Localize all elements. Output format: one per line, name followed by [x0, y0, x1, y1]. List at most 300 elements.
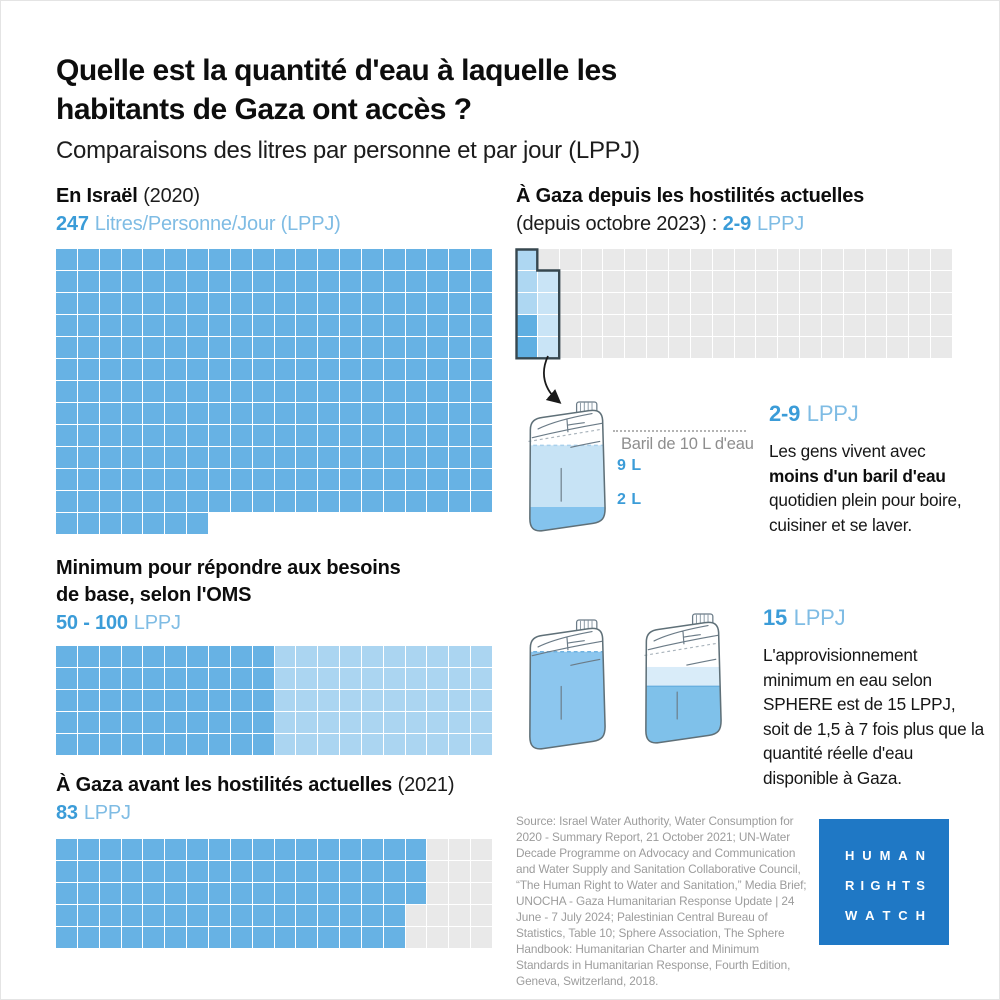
waffle-cell: [78, 271, 99, 292]
waffle-cell: [449, 425, 470, 446]
waffle-cell: [253, 337, 274, 358]
waffle-cell: [449, 646, 470, 667]
waffle-cell: [165, 861, 186, 882]
waffle-cell: [582, 271, 603, 292]
waffle-cell: [209, 425, 230, 446]
waffle-cell: [471, 447, 492, 468]
waffle-cell: [318, 668, 339, 689]
waffle-cell: [122, 271, 143, 292]
waffle-cell: [231, 293, 252, 314]
waffle-cell: [406, 491, 427, 512]
waffle-cell: [384, 491, 405, 512]
waffle-cell: [296, 469, 317, 490]
waffle-cell: [384, 861, 405, 882]
waffle-cell: [384, 403, 405, 424]
waffle-cell: [165, 927, 186, 948]
waffle-cell: [647, 249, 668, 270]
waffle-cell: [560, 315, 581, 336]
gaza-before-header: [56, 774, 454, 797]
waffle-cell: [275, 734, 296, 755]
waffle-cell: [340, 883, 361, 904]
waffle-cell: [449, 315, 470, 336]
waffle-cell: [778, 271, 799, 292]
waffle-cell: [427, 425, 448, 446]
waffle-cell: [340, 905, 361, 926]
waffle-cell: [406, 403, 427, 424]
waffle-cell: [100, 359, 121, 380]
waffle-cell: [100, 646, 121, 667]
waffle-cell: [209, 646, 230, 667]
waffle-cell: [340, 403, 361, 424]
waffle-cell: [362, 447, 383, 468]
waffle-cell: [822, 293, 843, 314]
waffle-cell: [296, 883, 317, 904]
waffle-cell: [471, 861, 492, 882]
waffle-cell: [165, 712, 186, 733]
waffle-cell: [275, 883, 296, 904]
callout-sphere-unit: LPPJ: [793, 605, 846, 630]
waffle-cell: [100, 839, 121, 860]
waffle-cell: [143, 839, 164, 860]
waffle-cell: [231, 734, 252, 755]
waffle-cell: [318, 861, 339, 882]
hrw-logo-line2: R I G H T S: [845, 878, 925, 893]
waffle-cell: [56, 491, 77, 512]
waffle-cell: [844, 293, 865, 314]
waffle-cell: [340, 734, 361, 755]
waffle-cell: [231, 861, 252, 882]
waffle-cell: [296, 403, 317, 424]
waffle-cell: [56, 381, 77, 402]
waffle-cell: [669, 337, 690, 358]
waffle-cell: [78, 646, 99, 667]
waffle-cell: [318, 690, 339, 711]
waffle-cell: [56, 927, 77, 948]
waffle-cell: [253, 403, 274, 424]
callout-now-text-before: Les gens vivent avec: [769, 441, 926, 461]
waffle-cell: [603, 315, 624, 336]
waffle-cell: [384, 293, 405, 314]
waffle-cell: [122, 646, 143, 667]
waffle-cell: [56, 839, 77, 860]
waffle-cell: [122, 491, 143, 512]
waffle-cell: [187, 293, 208, 314]
waffle-cell: [78, 447, 99, 468]
waffle-cell: [296, 668, 317, 689]
waffle-cell: [296, 425, 317, 446]
waffle-cell: [318, 469, 339, 490]
waffle-cell: [384, 734, 405, 755]
waffle-cell: [406, 271, 427, 292]
waffle-cell: [275, 293, 296, 314]
waffle-cell: [406, 315, 427, 336]
waffle-cell: [56, 690, 77, 711]
waffle-cell: [100, 690, 121, 711]
waffle-cell: [296, 839, 317, 860]
waffle-cell: [822, 271, 843, 292]
waffle-cell: [625, 293, 646, 314]
waffle-cell: [209, 249, 230, 270]
waffle-cell: [275, 403, 296, 424]
waffle-cell: [143, 469, 164, 490]
waffle-cell: [756, 337, 777, 358]
waffle-cell: [296, 905, 317, 926]
waffle-cell: [318, 249, 339, 270]
israel-value-line: [56, 213, 341, 236]
waffle-cell: [122, 839, 143, 860]
oms-value: 50 - 100: [56, 612, 128, 634]
waffle-cell: [209, 839, 230, 860]
waffle-cell: [165, 425, 186, 446]
waffle-cell: [296, 337, 317, 358]
waffle-cell: [340, 425, 361, 446]
waffle-cell: [866, 249, 887, 270]
waffle-cell: [406, 690, 427, 711]
waffle-cell: [603, 337, 624, 358]
waffle-cell: [449, 491, 470, 512]
waffle-cell: [296, 712, 317, 733]
waffle-cell: [449, 293, 470, 314]
waffle-cell: [78, 513, 99, 534]
waffle-cell: [603, 271, 624, 292]
oms-value-line: [56, 612, 181, 635]
waffle-cell: [253, 690, 274, 711]
waffle-cell: [691, 293, 712, 314]
waffle-cell: [231, 668, 252, 689]
waffle-cell: [78, 359, 99, 380]
waffle-cell: [275, 271, 296, 292]
waffle-cell: [100, 712, 121, 733]
waffle-cell: [275, 359, 296, 380]
waffle-cell: [100, 315, 121, 336]
waffle-cell: [122, 403, 143, 424]
waffle-cell: [691, 271, 712, 292]
waffle-cell: [78, 249, 99, 270]
waffle-cell: [187, 469, 208, 490]
waffle-cell: [800, 293, 821, 314]
waffle-cell: [253, 315, 274, 336]
page-title-line1: Quelle est la quantité d'eau à laquelle les: [56, 54, 617, 87]
waffle-cell: [78, 905, 99, 926]
waffle-cell: [165, 734, 186, 755]
waffle-cell: [713, 293, 734, 314]
waffle-cell: [275, 839, 296, 860]
israel-value: 247: [56, 213, 89, 235]
waffle-cell: [296, 293, 317, 314]
waffle-cell: [931, 293, 952, 314]
hrw-logo-line1: H U M A N: [845, 848, 925, 863]
waffle-cell: [340, 337, 361, 358]
waffle-cell: [866, 337, 887, 358]
waffle-cell: [187, 359, 208, 380]
waffle-cell: [427, 469, 448, 490]
waffle-cell: [275, 425, 296, 446]
waffle-cell: [122, 513, 143, 534]
level-9l-label: 9 L: [617, 457, 642, 474]
waffle-cell: [318, 271, 339, 292]
waffle-cell: [866, 315, 887, 336]
gaza-before-value: 83: [56, 802, 78, 824]
waffle-cell: [231, 839, 252, 860]
waffle-cell: [122, 337, 143, 358]
waffle-cell: [143, 927, 164, 948]
israel-section-header: [56, 185, 200, 208]
oms-label-line2: de base, selon l'OMS: [56, 584, 252, 606]
waffle-cell: [449, 249, 470, 270]
waffle-cell: [122, 249, 143, 270]
waffle-cell: [100, 491, 121, 512]
waffle-cell: [56, 359, 77, 380]
waffle-cell: [296, 927, 317, 948]
waffle-cell: [165, 447, 186, 468]
waffle-cell: [340, 839, 361, 860]
callout-now-unit: LPPJ: [806, 401, 859, 426]
waffle-cell: [187, 646, 208, 667]
waffle-cell: [362, 359, 383, 380]
waffle-cell: [362, 883, 383, 904]
gaza-now-value: 2-9: [722, 213, 751, 235]
waffle-cell: [143, 646, 164, 667]
page-subtitle: Comparaisons des litres par personne et par jour (LPPJ): [56, 137, 640, 164]
waffle-cell: [275, 381, 296, 402]
waffle-cell: [625, 271, 646, 292]
waffle-cell: [778, 315, 799, 336]
waffle-cell: [449, 403, 470, 424]
callout-sphere-heading: [763, 605, 845, 631]
waffle-cell: [384, 315, 405, 336]
waffle-cell: [471, 271, 492, 292]
waffle-cell: [78, 690, 99, 711]
waffle-cell: [275, 690, 296, 711]
waffle-cell: [318, 491, 339, 512]
waffle-cell: [449, 447, 470, 468]
waffle-cell: [427, 315, 448, 336]
waffle-cell: [165, 690, 186, 711]
waffle-cell: [471, 668, 492, 689]
israel-waffle-chart: [56, 249, 492, 534]
waffle-cell: [296, 315, 317, 336]
waffle-cell: [143, 425, 164, 446]
waffle-cell: [231, 646, 252, 667]
waffle-cell: [296, 447, 317, 468]
waffle-cell: [756, 249, 777, 270]
waffle-cell: [143, 491, 164, 512]
waffle-cell: [406, 839, 427, 860]
waffle-cell: [427, 491, 448, 512]
waffle-cell: [209, 905, 230, 926]
waffle-cell: [187, 734, 208, 755]
waffle-cell: [449, 712, 470, 733]
waffle-cell: [209, 359, 230, 380]
waffle-cell: [647, 293, 668, 314]
waffle-cell: [427, 447, 448, 468]
oms-waffle-chart: [56, 646, 492, 755]
waffle-cell: [384, 927, 405, 948]
waffle-cell: [78, 491, 99, 512]
waffle-cell: [340, 927, 361, 948]
waffle-cell: [187, 315, 208, 336]
waffle-cell: [253, 861, 274, 882]
waffle-cell: [187, 249, 208, 270]
waffle-cell: [165, 491, 186, 512]
waffle-cell: [253, 491, 274, 512]
waffle-cell: [165, 249, 186, 270]
waffle-cell: [931, 315, 952, 336]
waffle-cell: [187, 839, 208, 860]
barrel-10l-dotted-line: [613, 430, 746, 432]
waffle-cell: [406, 293, 427, 314]
waffle-cell: [582, 337, 603, 358]
waffle-cell: [56, 469, 77, 490]
waffle-cell: [713, 315, 734, 336]
waffle-cell: [449, 883, 470, 904]
waffle-cell: [427, 271, 448, 292]
barrel-10l-label: Baril de 10 L d'eau: [621, 435, 754, 453]
waffle-cell: [603, 293, 624, 314]
waffle-cell: [100, 668, 121, 689]
waffle-cell: [427, 337, 448, 358]
waffle-cell: [340, 381, 361, 402]
waffle-cell: [100, 381, 121, 402]
waffle-cell: [187, 425, 208, 446]
waffle-cell: [78, 425, 99, 446]
waffle-cell: [427, 690, 448, 711]
waffle-cell: [449, 734, 470, 755]
waffle-cell: [209, 883, 230, 904]
level-2l-label: 2 L: [617, 491, 642, 508]
jerrycan-half-icon: [629, 611, 735, 748]
waffle-cell: [318, 646, 339, 667]
waffle-cell: [800, 271, 821, 292]
waffle-cell: [231, 315, 252, 336]
waffle-cell: [143, 734, 164, 755]
waffle-cell: [471, 734, 492, 755]
waffle-cell: [362, 712, 383, 733]
waffle-cell: [713, 249, 734, 270]
waffle-cell: [209, 491, 230, 512]
waffle-cell: [165, 337, 186, 358]
waffle-cell: [449, 469, 470, 490]
jerrycan-10l-icon: [513, 399, 619, 536]
waffle-cell: [253, 381, 274, 402]
waffle-cell: [822, 315, 843, 336]
waffle-cell: [231, 712, 252, 733]
waffle-cell: [318, 905, 339, 926]
waffle-cell: [735, 337, 756, 358]
waffle-cell: [471, 249, 492, 270]
waffle-cell: [253, 839, 274, 860]
waffle-cell: [56, 337, 77, 358]
waffle-cell: [778, 249, 799, 270]
waffle-cell: [209, 447, 230, 468]
callout-now-value: 2-9: [769, 401, 801, 426]
waffle-cell: [471, 712, 492, 733]
waffle-cell: [471, 425, 492, 446]
waffle-cell: [187, 712, 208, 733]
waffle-cell: [362, 293, 383, 314]
waffle-cell: [143, 381, 164, 402]
waffle-cell: [449, 359, 470, 380]
waffle-cell: [275, 712, 296, 733]
waffle-cell: [362, 861, 383, 882]
waffle-cell: [887, 337, 908, 358]
waffle-cell: [231, 271, 252, 292]
waffle-cell: [100, 905, 121, 926]
waffle-cell: [143, 513, 164, 534]
waffle-cell: [471, 927, 492, 948]
waffle-cell: [582, 315, 603, 336]
waffle-cell: [209, 315, 230, 336]
waffle-cell: [384, 712, 405, 733]
waffle-cell: [78, 337, 99, 358]
waffle-cell: [100, 337, 121, 358]
waffle-cell: [275, 469, 296, 490]
waffle-cell: [691, 249, 712, 270]
waffle-cell: [231, 927, 252, 948]
waffle-cell: [384, 425, 405, 446]
waffle-cell: [471, 293, 492, 314]
waffle-cell: [427, 249, 448, 270]
waffle-cell: [275, 927, 296, 948]
waffle-cell: [56, 315, 77, 336]
waffle-cell: [449, 927, 470, 948]
waffle-cell: [318, 447, 339, 468]
waffle-cell: [187, 337, 208, 358]
waffle-cell: [713, 337, 734, 358]
waffle-cell: [209, 469, 230, 490]
waffle-cell: [100, 513, 121, 534]
waffle-cell: [449, 271, 470, 292]
hrw-logo-line3: W A T C H: [845, 908, 925, 923]
waffle-cell: [296, 491, 317, 512]
waffle-cell: [78, 469, 99, 490]
waffle-cell: [384, 646, 405, 667]
waffle-cell: [253, 447, 274, 468]
waffle-cell: [340, 690, 361, 711]
waffle-cell: [296, 861, 317, 882]
waffle-cell: [122, 469, 143, 490]
waffle-cell: [296, 249, 317, 270]
waffle-cell: [143, 861, 164, 882]
waffle-cell: [56, 883, 77, 904]
waffle-cell: [427, 381, 448, 402]
waffle-cell: [340, 712, 361, 733]
waffle-cell: [78, 403, 99, 424]
waffle-cell: [275, 447, 296, 468]
waffle-cell: [187, 271, 208, 292]
waffle-cell: [427, 927, 448, 948]
waffle-cell: [362, 337, 383, 358]
waffle-cell: [231, 905, 252, 926]
page-title: [56, 51, 617, 129]
waffle-cell: [384, 381, 405, 402]
waffle-cell: [318, 359, 339, 380]
gaza-before-label: À Gaza avant les hostilités actuelles: [56, 774, 393, 796]
waffle-cell: [165, 646, 186, 667]
waffle-cell: [625, 249, 646, 270]
waffle-cell: [647, 337, 668, 358]
waffle-cell: [427, 403, 448, 424]
waffle-cell: [427, 905, 448, 926]
waffle-cell: [427, 668, 448, 689]
waffle-cell: [78, 734, 99, 755]
waffle-cell: [756, 293, 777, 314]
waffle-cell: [384, 271, 405, 292]
waffle-cell: [253, 359, 274, 380]
waffle-cell: [122, 883, 143, 904]
waffle-cell: [427, 861, 448, 882]
waffle-cell: [318, 734, 339, 755]
